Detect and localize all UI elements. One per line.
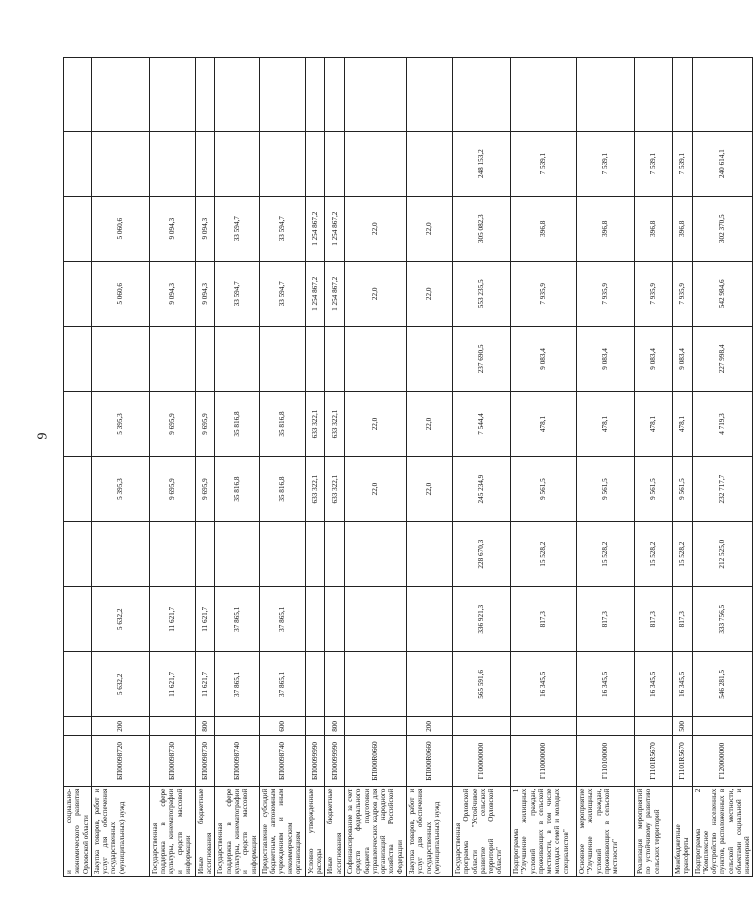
amount-cell: 212 525,0	[692, 522, 753, 587]
amount-cell	[215, 326, 259, 391]
amount-cell: 16 345,5	[634, 652, 672, 717]
table-row	[634, 58, 672, 877]
amount-cell: 245 234,9	[452, 457, 510, 522]
row-description: Иные бюджетные ассигнования	[325, 786, 345, 876]
amount-cell: 542 984,6	[692, 261, 753, 326]
amount-cell: 1 254 867,2	[325, 196, 345, 261]
amount-cell	[215, 58, 259, 132]
amount-cell	[91, 522, 149, 587]
expense-type-code	[452, 717, 510, 736]
table-row	[64, 58, 92, 877]
amount-cell: 5 395,3	[91, 457, 149, 522]
amount-cell: 7 935,9	[672, 261, 692, 326]
target-article-code: БП00098740	[215, 736, 259, 786]
budget-table	[63, 57, 753, 877]
amount-cell	[215, 522, 259, 587]
amount-cell: 9 083,4	[634, 326, 672, 391]
amount-cell	[305, 131, 325, 196]
expense-type-code	[344, 717, 406, 736]
amount-cell: 33 594,7	[215, 196, 259, 261]
amount-cell	[64, 457, 92, 522]
amount-cell	[305, 58, 325, 132]
amount-cell: 817,3	[672, 587, 692, 652]
amount-cell	[325, 652, 345, 717]
amount-cell	[64, 652, 92, 717]
amount-cell: 9 083,4	[672, 326, 692, 391]
table-row	[325, 58, 345, 877]
amount-cell: 305 082,3	[452, 196, 510, 261]
row-description: Государственная программа Орловской области "Устойчивое развитие сельских территорий Орловской области"	[452, 786, 510, 876]
amount-cell: 336 921,3	[452, 587, 510, 652]
amount-cell: 9 094,3	[195, 261, 215, 326]
table-row	[344, 58, 406, 877]
amount-cell: 553 235,5	[452, 261, 510, 326]
amount-cell	[149, 522, 195, 587]
target-article-code: БП000R0660	[344, 736, 406, 786]
amount-cell: 7 544,4	[452, 391, 510, 456]
amount-cell: 546 281,5	[692, 652, 753, 717]
amount-cell: 22,0	[344, 391, 406, 456]
amount-cell: 7 935,9	[576, 261, 634, 326]
expense-type-code	[215, 717, 259, 736]
row-description: Реализация мероприятий по устойчивому развитию сельских территорий	[634, 786, 672, 876]
target-article-code: БП00099990	[305, 736, 325, 786]
expense-type-code: 800	[325, 717, 345, 736]
target-article-code: Г100000000	[452, 736, 510, 786]
amount-cell: 302 370,5	[692, 196, 753, 261]
amount-cell: 5 060,6	[91, 196, 149, 261]
amount-cell: 333 756,5	[692, 587, 753, 652]
amount-cell	[64, 587, 92, 652]
amount-cell	[344, 587, 406, 652]
amount-cell: 478,1	[634, 391, 672, 456]
amount-cell	[195, 522, 215, 587]
amount-cell	[305, 522, 325, 587]
amount-cell	[406, 587, 452, 652]
amount-cell: 478,1	[672, 391, 692, 456]
table-row	[692, 58, 753, 877]
amount-cell: 1 254 867,2	[305, 261, 325, 326]
amount-cell: 16 345,5	[576, 652, 634, 717]
amount-cell: 33 594,7	[215, 261, 259, 326]
amount-cell: 1 254 867,2	[305, 196, 325, 261]
target-article-code: Г1101R5670	[634, 736, 672, 786]
amount-cell	[344, 58, 406, 132]
target-article-code: БП00098730	[195, 736, 215, 786]
amount-cell: 22,0	[406, 391, 452, 456]
table-row	[149, 58, 195, 877]
amount-cell	[510, 58, 576, 132]
amount-cell	[91, 326, 149, 391]
amount-cell: 16 345,5	[510, 652, 576, 717]
table-row	[215, 58, 259, 877]
amount-cell: 232 717,7	[692, 457, 753, 522]
amount-cell: 9 695,9	[195, 391, 215, 456]
target-article-code: Г110000000	[510, 736, 576, 786]
expense-type-code: 200	[406, 717, 452, 736]
amount-cell: 7 539,1	[576, 131, 634, 196]
amount-cell: 396,8	[634, 196, 672, 261]
amount-cell: 9 561,5	[672, 457, 692, 522]
amount-cell	[149, 58, 195, 132]
amount-cell	[305, 326, 325, 391]
target-article-code: БП00098730	[149, 736, 195, 786]
amount-cell	[325, 522, 345, 587]
expense-type-code: 800	[195, 717, 215, 736]
amount-cell: 35 816,8	[259, 391, 305, 456]
amount-cell	[259, 131, 305, 196]
row-description: Государственная поддержка в сфере культуры, кинематографии и средств массовой информации	[215, 786, 259, 876]
row-description: и социально-экономического развития Орловской области	[64, 786, 92, 876]
amount-cell: 37 865,1	[259, 587, 305, 652]
amount-cell: 633 322,1	[325, 391, 345, 456]
amount-cell	[259, 522, 305, 587]
amount-cell: 633 322,1	[305, 391, 325, 456]
amount-cell	[325, 58, 345, 132]
amount-cell: 9 083,4	[510, 326, 576, 391]
amount-cell	[576, 58, 634, 132]
row-description: Закупка товаров, работ и услуг для обеспечения государственных (муниципальных) нужд	[91, 786, 149, 876]
amount-cell: 7 935,9	[510, 261, 576, 326]
amount-cell	[305, 587, 325, 652]
amount-cell: 227 998,4	[692, 326, 753, 391]
amount-cell	[64, 261, 92, 326]
amount-cell: 22,0	[344, 261, 406, 326]
amount-cell: 11 621,7	[149, 652, 195, 717]
amount-cell: 9 695,9	[195, 457, 215, 522]
row-description: Предоставление субсидий бюджетным, автономным учреждениям и иным некоммерческим организациям	[259, 786, 305, 876]
amount-cell: 9 094,3	[149, 196, 195, 261]
amount-cell: 22,0	[344, 196, 406, 261]
expense-type-code: 600	[259, 717, 305, 736]
amount-cell	[195, 326, 215, 391]
amount-cell: 396,8	[576, 196, 634, 261]
amount-cell: 817,3	[510, 587, 576, 652]
amount-cell	[259, 326, 305, 391]
amount-cell	[634, 58, 672, 132]
amount-cell: 37 865,1	[259, 652, 305, 717]
amount-cell: 37 865,1	[215, 652, 259, 717]
target-article-code: Г1101R5670	[672, 736, 692, 786]
amount-cell	[325, 587, 345, 652]
amount-cell: 9 695,9	[149, 457, 195, 522]
amount-cell	[64, 326, 92, 391]
table-row	[576, 58, 634, 877]
amount-cell	[406, 58, 452, 132]
amount-cell: 9 083,4	[576, 326, 634, 391]
amount-cell	[195, 131, 215, 196]
amount-cell: 35 816,8	[259, 457, 305, 522]
target-article-code: БП000R0660	[406, 736, 452, 786]
rotated-table-container	[63, 57, 752, 877]
amount-cell	[91, 58, 149, 132]
amount-cell	[64, 391, 92, 456]
row-description: Подпрограмма 1 "Улучшение жилищных условий граждан, проживающих в сельской местности, в том числе молодых семей и молодых специалистов"	[510, 786, 576, 876]
expense-type-code	[576, 717, 634, 736]
amount-cell: 11 621,7	[195, 652, 215, 717]
amount-cell: 22,0	[344, 457, 406, 522]
amount-cell: 9 094,3	[149, 261, 195, 326]
row-description: Основное мероприятие "Улучшение жилищных условий граждан, проживающих в сельской местности"	[576, 786, 634, 876]
row-description: Софинансирование за счет средств федерального бюджета подготовки управленческих кадров для организаций народного хозяйства Российской Федерации	[344, 786, 406, 876]
row-description: Государственная поддержка в сфере культуры, кинематографии и средств массовой информации	[149, 786, 195, 876]
row-description: Подпрограмма 2 "Комплексное обустройство населенных пунктов, расположенных в сельской местности, объектами социальной и инженерной	[692, 786, 753, 876]
table-row	[91, 58, 149, 877]
amount-cell: 396,8	[510, 196, 576, 261]
amount-cell: 11 621,7	[195, 587, 215, 652]
amount-cell: 5 060,6	[91, 261, 149, 326]
target-article-code: Г110100000	[576, 736, 634, 786]
amount-cell: 633 322,1	[305, 457, 325, 522]
row-description: Межбюджетные трансферты	[672, 786, 692, 876]
amount-cell: 37 865,1	[215, 587, 259, 652]
amount-cell	[149, 131, 195, 196]
amount-cell: 1 254 867,2	[325, 261, 345, 326]
expense-type-code	[692, 717, 753, 736]
amount-cell	[406, 522, 452, 587]
target-article-code	[64, 736, 92, 786]
amount-cell: 22,0	[406, 457, 452, 522]
row-description: Закупка товаров, работ и услуг для обеспечения государственных (муниципальных) нужд	[406, 786, 452, 876]
amount-cell	[325, 131, 345, 196]
amount-cell	[344, 652, 406, 717]
amount-cell: 22,0	[406, 196, 452, 261]
amount-cell	[344, 326, 406, 391]
amount-cell	[325, 326, 345, 391]
expense-type-code	[64, 717, 92, 736]
target-article-code: БП00099990	[325, 736, 345, 786]
amount-cell: 33 594,7	[259, 261, 305, 326]
amount-cell: 817,3	[634, 587, 672, 652]
amount-cell: 33 594,7	[259, 196, 305, 261]
table-row	[672, 58, 692, 877]
target-article-code: Г120000000	[692, 736, 753, 786]
amount-cell	[64, 131, 92, 196]
amount-cell: 35 816,8	[215, 457, 259, 522]
amount-cell: 5 632,2	[91, 587, 149, 652]
amount-cell: 15 528,2	[510, 522, 576, 587]
amount-cell	[692, 58, 753, 132]
amount-cell	[215, 131, 259, 196]
amount-cell: 11 621,7	[149, 587, 195, 652]
amount-cell: 9 561,5	[634, 457, 672, 522]
amount-cell	[344, 522, 406, 587]
amount-cell	[64, 522, 92, 587]
amount-cell	[195, 58, 215, 132]
table-row	[510, 58, 576, 877]
amount-cell	[305, 652, 325, 717]
amount-cell: 565 591,6	[452, 652, 510, 717]
amount-cell: 4 719,3	[692, 391, 753, 456]
amount-cell	[672, 58, 692, 132]
amount-cell: 15 528,2	[576, 522, 634, 587]
row-description: Условно утвержденные расходы	[305, 786, 325, 876]
target-article-code: БП00098720	[91, 736, 149, 786]
amount-cell	[64, 196, 92, 261]
amount-cell	[406, 652, 452, 717]
page-number: 9	[35, 432, 51, 440]
amount-cell: 9 561,5	[510, 457, 576, 522]
amount-cell: 7 539,1	[672, 131, 692, 196]
amount-cell	[344, 131, 406, 196]
amount-cell: 15 528,2	[634, 522, 672, 587]
amount-cell: 5 395,3	[91, 391, 149, 456]
amount-cell: 478,1	[510, 391, 576, 456]
amount-cell: 16 345,5	[672, 652, 692, 717]
amount-cell: 478,1	[576, 391, 634, 456]
expense-type-code	[634, 717, 672, 736]
amount-cell: 9 094,3	[195, 196, 215, 261]
amount-cell: 7 539,1	[510, 131, 576, 196]
amount-cell	[91, 131, 149, 196]
row-description: Иные бюджетные ассигнования	[195, 786, 215, 876]
expense-type-code	[149, 717, 195, 736]
table-row	[259, 58, 305, 877]
amount-cell: 5 632,2	[91, 652, 149, 717]
expense-type-code: 500	[672, 717, 692, 736]
amount-cell: 396,8	[672, 196, 692, 261]
amount-cell	[259, 58, 305, 132]
amount-cell: 633 322,1	[325, 457, 345, 522]
amount-cell: 237 690,5	[452, 326, 510, 391]
amount-cell: 817,3	[576, 587, 634, 652]
table-row	[452, 58, 510, 877]
expense-type-code: 200	[91, 717, 149, 736]
amount-cell: 22,0	[406, 261, 452, 326]
table-row	[406, 58, 452, 877]
target-article-code: БП00098740	[259, 736, 305, 786]
expense-type-code	[510, 717, 576, 736]
amount-cell	[406, 326, 452, 391]
amount-cell: 15 528,2	[672, 522, 692, 587]
expense-type-code	[305, 717, 325, 736]
amount-cell: 240 614,1	[692, 131, 753, 196]
table-row	[195, 58, 215, 877]
amount-cell: 9 561,5	[576, 457, 634, 522]
amount-cell	[406, 131, 452, 196]
table-row	[305, 58, 325, 877]
amount-cell: 248 153,2	[452, 131, 510, 196]
amount-cell: 9 695,9	[149, 391, 195, 456]
amount-cell: 7 539,1	[634, 131, 672, 196]
amount-cell	[64, 58, 92, 132]
amount-cell: 7 935,9	[634, 261, 672, 326]
amount-cell: 35 816,8	[215, 391, 259, 456]
amount-cell: 228 670,3	[452, 522, 510, 587]
amount-cell	[452, 58, 510, 132]
amount-cell	[149, 326, 195, 391]
